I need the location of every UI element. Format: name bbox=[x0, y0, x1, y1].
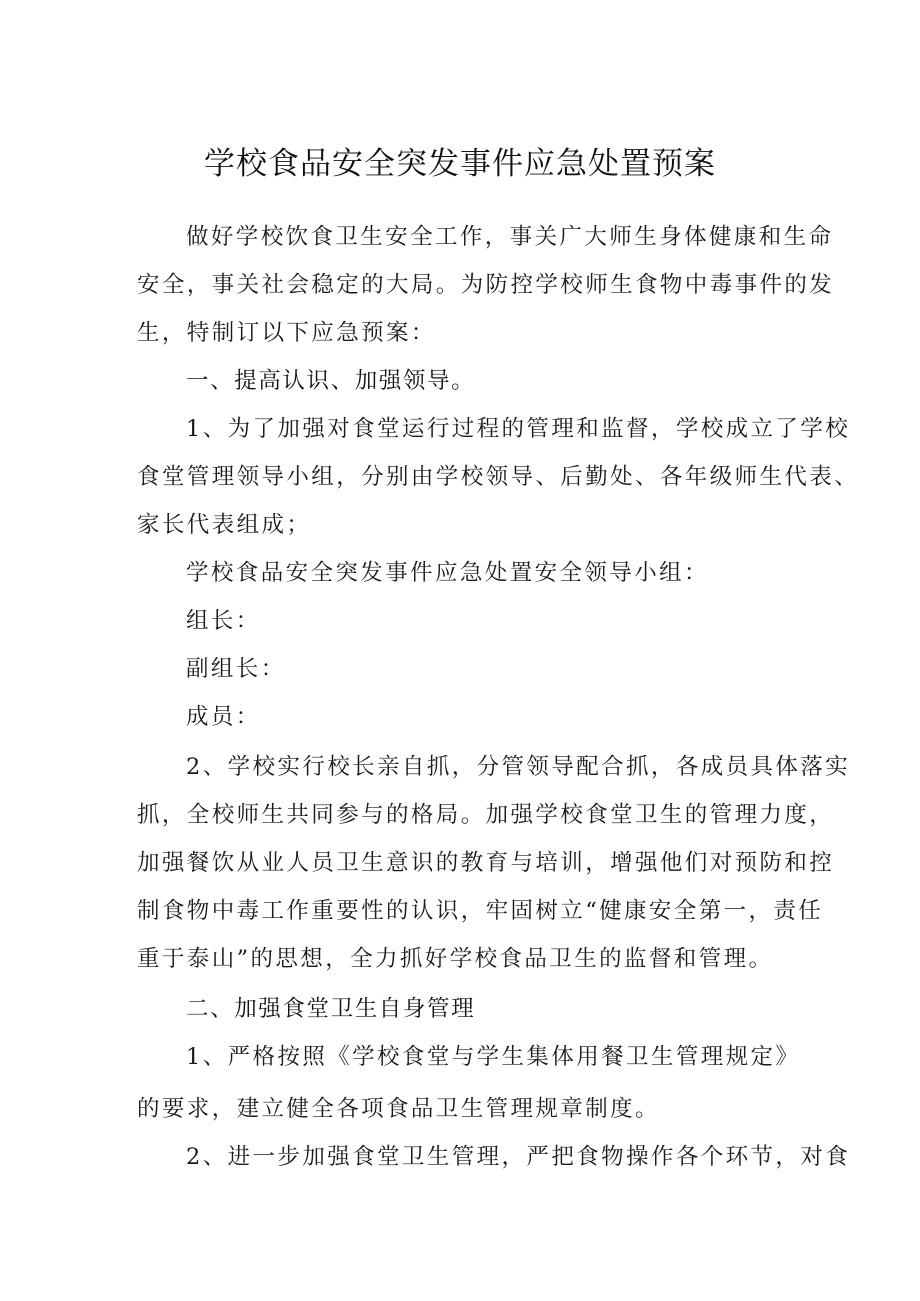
paragraph-line: 生，特制订以下应急预案： bbox=[137, 320, 436, 346]
paragraph-line: 重于泰山”的思想，全力抓好学校食品卫生的监督和管理。 bbox=[137, 946, 774, 972]
section-heading-1: 一、提高认识、加强领导。 bbox=[186, 368, 476, 394]
paragraph-line: 2、学校实行校长亲自抓，分管领导配合抓，各成员具体落实 bbox=[186, 754, 851, 780]
paragraph-line: 安全，事关社会稳定的大局。为防控学校师生食物中毒事件的发 bbox=[137, 272, 835, 298]
paragraph-line: 1、严格按照《学校食堂与学生集体用餐卫生管理规定》 bbox=[186, 1044, 801, 1070]
paragraph-line: 的要求，建立健全各项食品卫生管理规章制度。 bbox=[137, 1096, 660, 1122]
paragraph-line: 学校食品安全突发事件应急处置安全领导小组： bbox=[186, 560, 709, 586]
section-heading-2: 二、加强食堂卫生自身管理 bbox=[186, 996, 476, 1022]
paragraph-line: 加强餐饮从业人员卫生意识的教育与培训，增强他们对预防和控 bbox=[137, 850, 835, 876]
document-title: 学校食品安全突发事件应急处置预案 bbox=[204, 146, 716, 182]
paragraph-line: 制食物中毒工作重要性的认识，牢固树立“健康安全第一，责任 bbox=[137, 898, 824, 924]
group-leader-line: 组长： bbox=[186, 608, 261, 634]
paragraph-line: 1、为了加强对食堂运行过程的管理和监督，学校成立了学校 bbox=[186, 416, 851, 442]
members-line: 成员： bbox=[186, 704, 261, 730]
paragraph-line: 2、进一步加强食堂卫生管理，严把食物操作各个环节，对食 bbox=[186, 1144, 851, 1170]
paragraph-line: 家长代表组成； bbox=[137, 512, 312, 538]
deputy-leader-line: 副组长： bbox=[186, 656, 286, 682]
paragraph-line: 做好学校饮食卫生安全工作，事关广大师生身体健康和生命 bbox=[186, 224, 834, 250]
paragraph-line: 食堂管理领导小组，分别由学校领导、后勤处、各年级师生代表、 bbox=[137, 464, 860, 490]
paragraph-line: 抓，全校师生共同参与的格局。加强学校食堂卫生的管理力度， bbox=[137, 802, 835, 828]
